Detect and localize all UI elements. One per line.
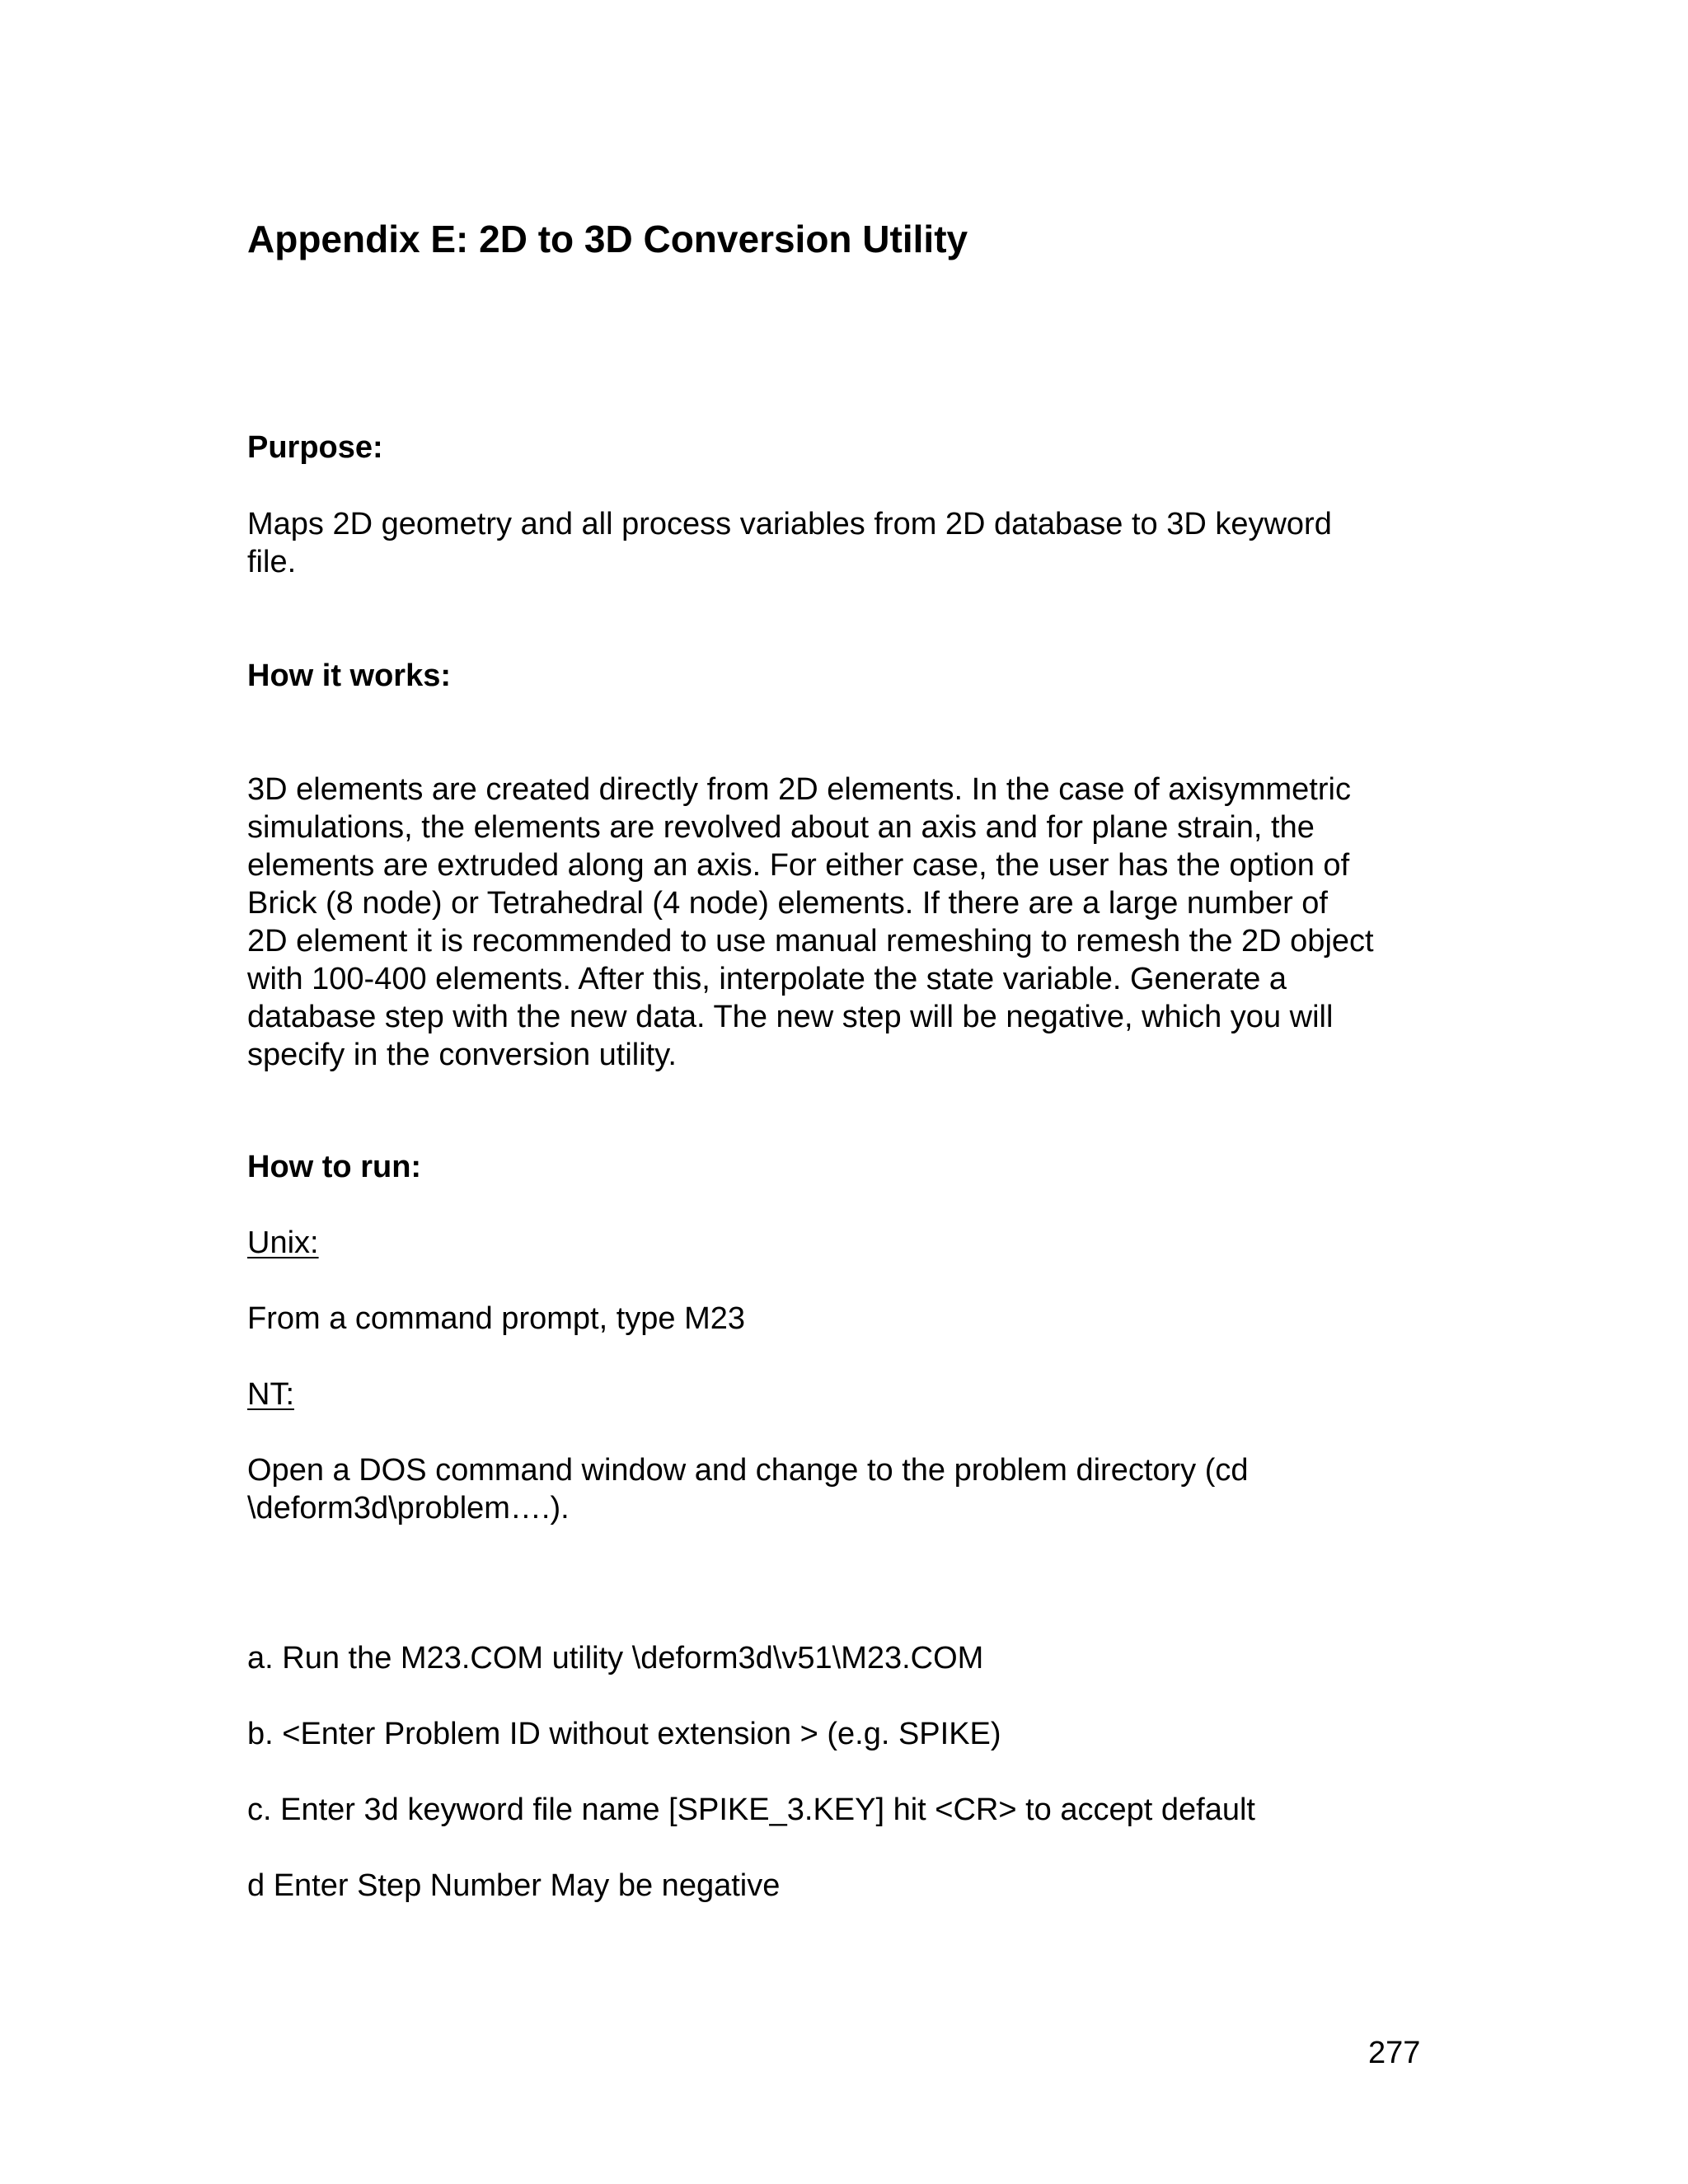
purpose-line: Maps 2D geometry and all process variables from 2D database to 3D keyword [247,507,1332,541]
how-it-works-line: specify in the conversion utility. [247,1038,677,1072]
step-c: c. Enter 3d keyword file name [SPIKE_3.KEY] hit <CR> to accept default [247,1793,1255,1827]
how-it-works-heading: How it works: [247,658,452,693]
how-it-works-line: elements are extruded along an axis. For either case, the user has the option of [247,848,1350,883]
unix-label: Unix: [247,1226,319,1260]
how-it-works-line: with 100-400 elements. After this, interpolate the state variable. Generate a [247,962,1287,996]
purpose-heading: Purpose: [247,430,383,465]
purpose-paragraph [247,505,1451,581]
step-a: a. Run the M23.COM utility \deform3d\v51\M23.COM [247,1641,984,1675]
how-it-works-line: simulations, the elements are revolved about an axis and for plane strain, the [247,810,1315,845]
purpose-line: file. [247,545,297,579]
how-to-run-heading: How to run: [247,1150,422,1184]
how-it-works-line: Brick (8 node) or Tetrahedral (4 node) elements. If there are a large number of [247,886,1328,921]
page-title: Appendix E: 2D to 3D Conversion Utility [247,218,968,260]
how-it-works-line: database step with the new data. The new step will be negative, which you will [247,1000,1334,1034]
how-it-works-line: 3D elements are created directly from 2D elements. In the case of axisymmetric [247,772,1351,807]
step-d: d Enter Step Number May be negative [247,1868,781,1903]
nt-instruction [247,1451,1451,1527]
how-it-works-line: 2D element it is recommended to use manual remeshing to remesh the 2D object [247,924,1374,958]
page-number: 277 [1368,2036,1421,2070]
unix-instruction: From a command prompt, type M23 [247,1301,745,1336]
how-it-works-paragraph [247,771,1451,1074]
nt-instruction-line: Open a DOS command window and change to the problem directory (cd [247,1453,1249,1488]
nt-instruction-line: \deform3d\problem….). [247,1491,570,1526]
nt-label: NT: [247,1377,294,1412]
step-b: b. <Enter Problem ID without extension > (e.g. SPIKE) [247,1717,1001,1751]
